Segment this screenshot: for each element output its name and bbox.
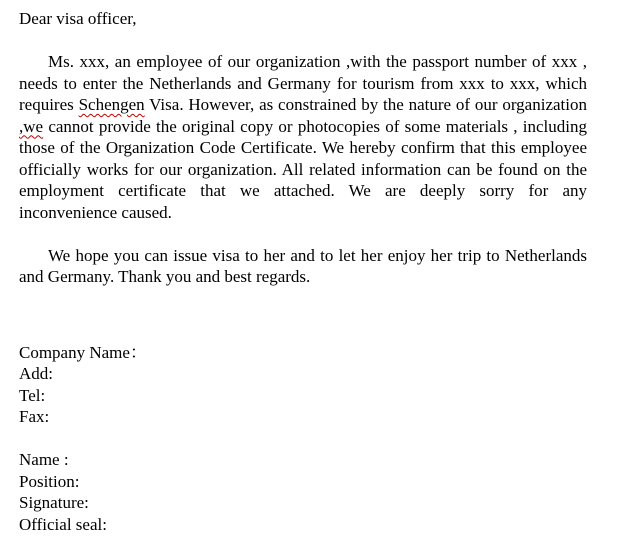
salutation: Dear visa officer, (19, 9, 137, 28)
spellcheck-word-schengen: Schengen (78, 95, 145, 114)
para1-text-b: Visa. However, as constrained by the nature of our organization (144, 95, 587, 114)
company-info-block (19, 342, 587, 428)
spacer (19, 30, 587, 52)
company-name-label: Company Name： (19, 342, 147, 362)
body-paragraph-2: We hope you can issue visa to her and to let her enjoy her trip to Netherlands and Germany. Thank you and best regards. (19, 245, 587, 286)
fax-label: Fax: (19, 407, 50, 426)
para1-text-c: cannot provide the original copy or photocopies of some materials , including those of the Organization Code Certificate. We hereby confirm that this employee officially works for our organization. All related information can be found on the employment certificate that we attached. We are deeply sorry for any inconvenience caused. (19, 116, 587, 222)
spacer (19, 288, 587, 342)
signer-info-block (19, 449, 587, 535)
official-seal-label: Official seal: (19, 514, 107, 534)
name-label: Name : (19, 450, 69, 469)
para1-text-a: Ms. xxx, an employee of our organization ,with the passport number of xxx , needs to enter the Netherlands and Germany for tourism from xxx to xxx, which requires (19, 52, 587, 114)
telephone-label: Tel: (19, 385, 46, 405)
spellcheck-word-we: ,we (19, 116, 44, 136)
spacer (19, 223, 587, 245)
body-paragraph-1 (19, 51, 587, 223)
signature-label: Signature: (19, 493, 89, 512)
position-label: Position: (19, 471, 80, 491)
spacer (19, 428, 587, 450)
letter-document (19, 8, 587, 535)
address-label: Add: (19, 364, 53, 383)
